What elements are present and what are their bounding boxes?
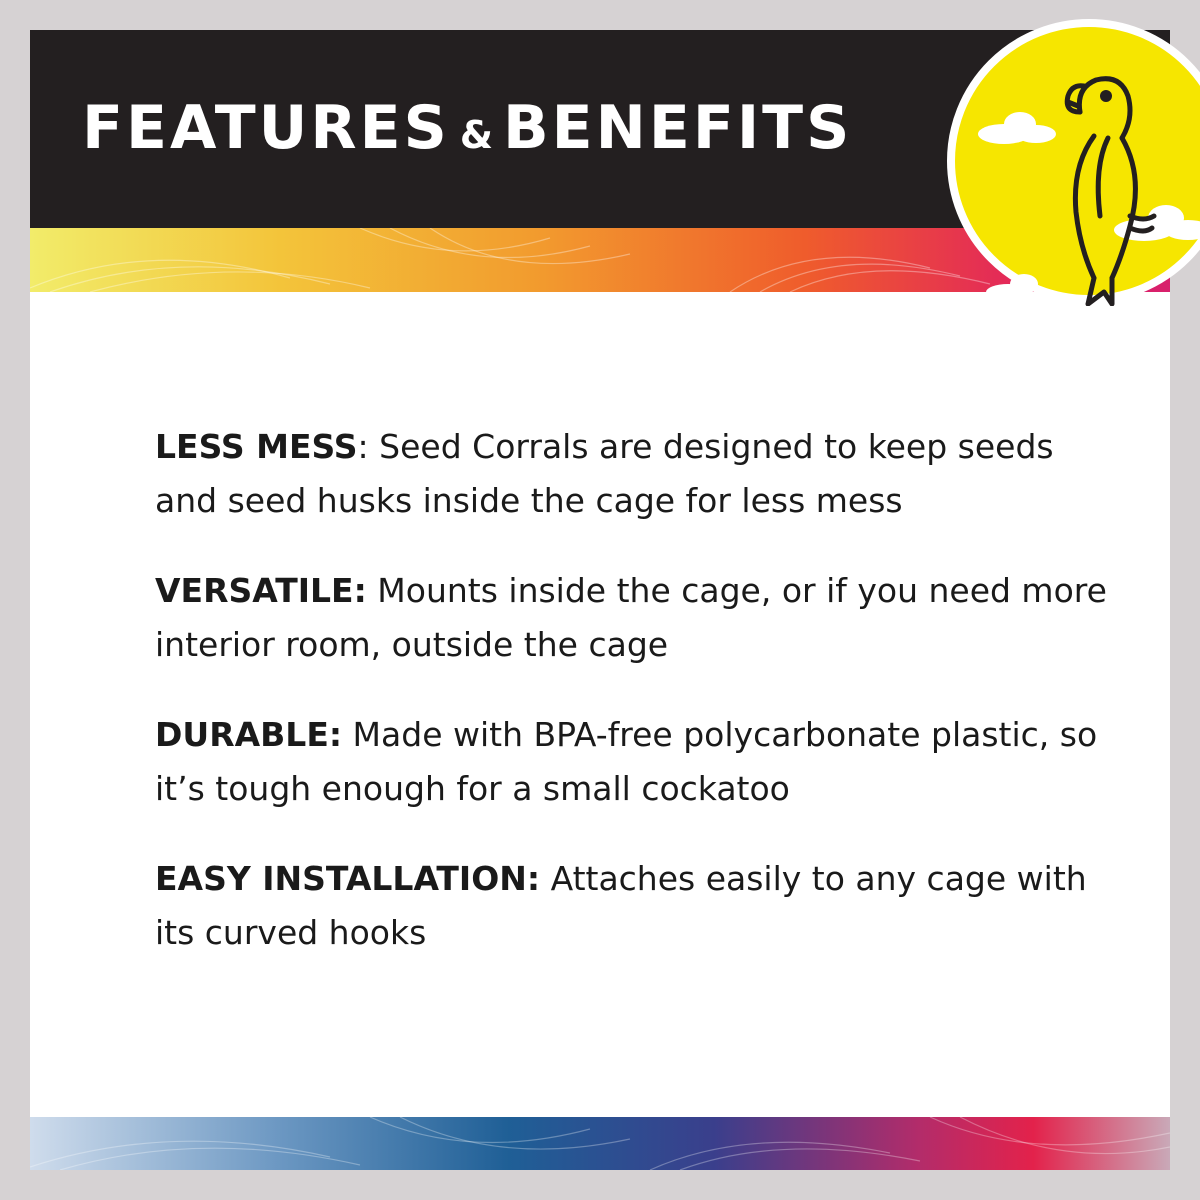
feather-pattern-bottom — [30, 1117, 1170, 1170]
title-word-benefits: BENEFITS — [502, 93, 853, 163]
feature-label: VERSATILE: — [155, 571, 367, 610]
page-title — [82, 88, 852, 175]
feature-text: Made with BPA-free polycarbonate plastic, so it’s tough enough for a small cockatoo — [155, 715, 1098, 808]
title-ampersand: & — [459, 113, 493, 157]
feature-versatile — [155, 564, 1115, 672]
feature-label: LESS MESS — [155, 427, 358, 466]
feature-text: Attaches easily to any cage with its curved hooks — [155, 859, 1087, 952]
feature-easy-installation — [155, 852, 1115, 960]
feature-separator: : — [357, 427, 369, 466]
feature-less-mess — [155, 420, 1115, 528]
parrot-logo — [944, 16, 1200, 306]
features-list — [155, 420, 1115, 996]
title-word-features: FEATURES — [82, 93, 450, 163]
feature-text: Mounts inside the cage, or if you need more interior room, outside the cage — [155, 571, 1107, 664]
parrot-icon — [944, 16, 1200, 306]
feature-label: DURABLE: — [155, 715, 343, 754]
feature-label: EASY INSTALLATION: — [155, 859, 541, 898]
feature-durable — [155, 708, 1115, 816]
feature-text: Seed Corrals are designed to keep seeds and seed husks inside the cage for less mess — [155, 427, 1054, 520]
bottom-feather-band — [30, 1117, 1170, 1170]
